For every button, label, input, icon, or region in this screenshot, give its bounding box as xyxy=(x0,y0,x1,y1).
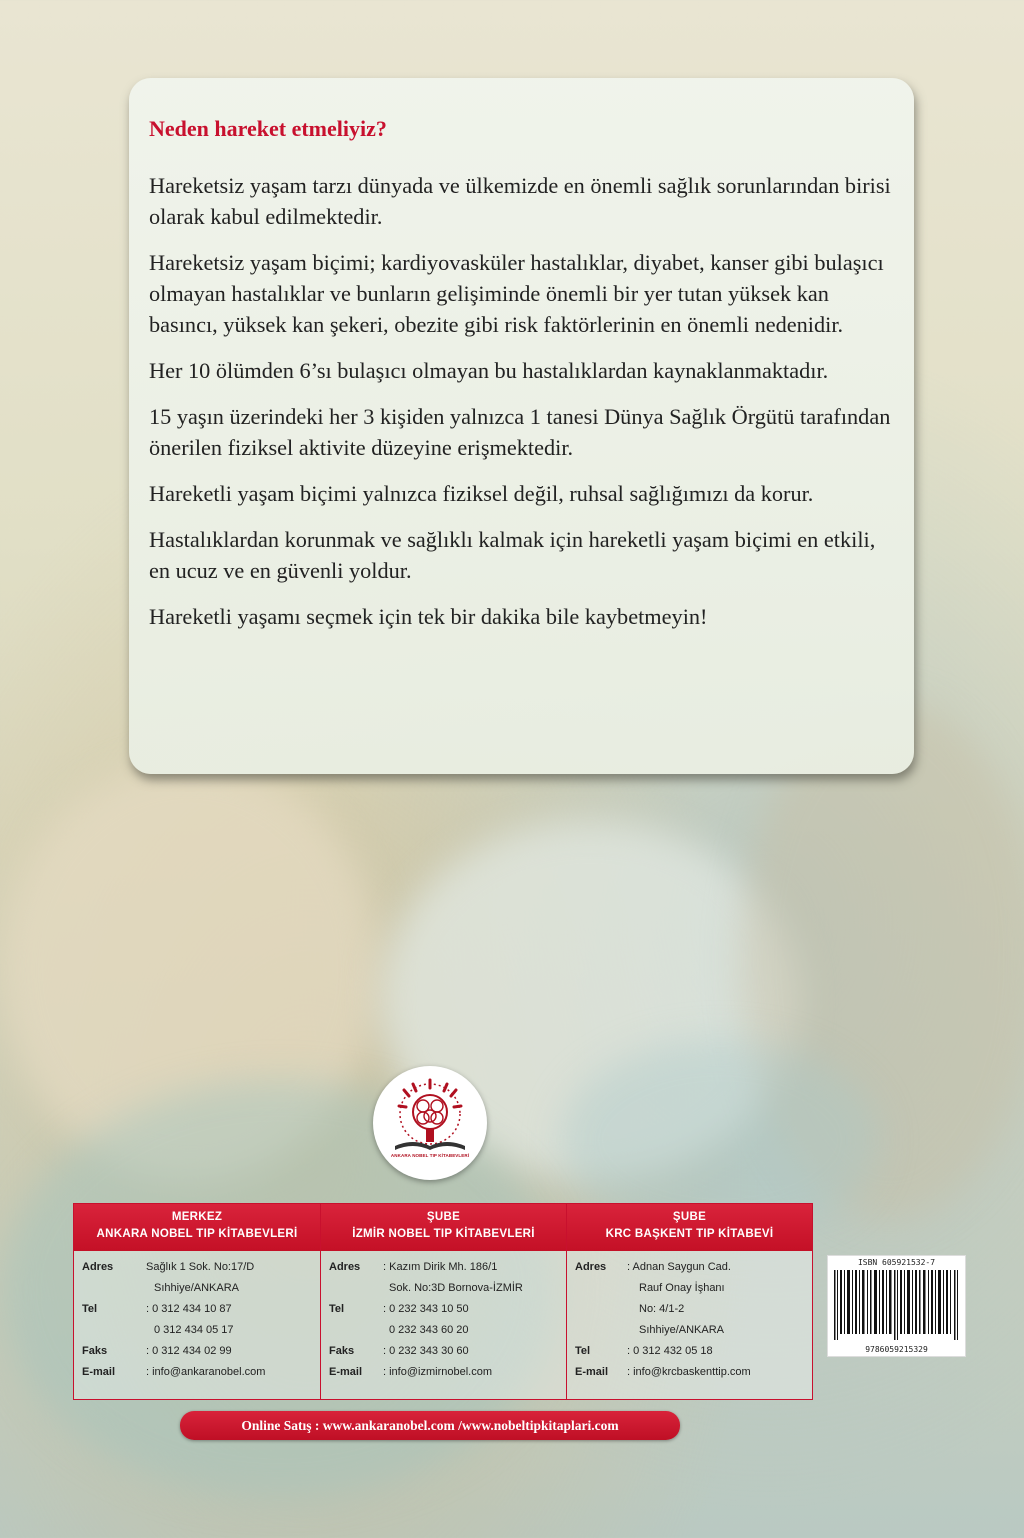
branch-header xyxy=(567,1204,812,1251)
tel-label: Tel xyxy=(575,1345,591,1357)
tel-label: Tel xyxy=(82,1303,98,1315)
tree-book-logo-icon xyxy=(373,1066,487,1180)
branch-header xyxy=(321,1204,566,1251)
fax-label: Faks xyxy=(329,1345,355,1357)
address-line: Sıhhiye/ANKARA xyxy=(639,1324,724,1336)
email-value: : info@ankaranobel.com xyxy=(146,1366,266,1378)
address-label: Adres xyxy=(329,1261,361,1273)
paragraph: Hareketli yaşamı seçmek için tek bir dakika bile kaybetmeyin! xyxy=(149,604,708,629)
address-line: Sıhhiye/ANKARA xyxy=(154,1282,239,1294)
tel-label: Tel xyxy=(329,1303,345,1315)
address-line: : Kazım Dirik Mh. 186/1 xyxy=(383,1261,498,1273)
address-line: Rauf Onay İşhanı xyxy=(639,1282,725,1294)
address-label: Adres xyxy=(575,1261,607,1273)
tel-value: : 0 312 434 10 87 xyxy=(146,1303,232,1315)
branch-column xyxy=(320,1204,566,1399)
email-value: : info@izmirnobel.com xyxy=(383,1366,492,1378)
tel-value: 0 232 343 60 20 xyxy=(389,1324,469,1336)
address-line: Sok. No:3D Bornova-İZMİR xyxy=(389,1282,523,1294)
paragraph: Hareketsiz yaşam tarzı dünyada ve ülkemizde en önemli sağlık sorunlarından birisi olarak kabul edilmektedir. xyxy=(149,173,891,229)
page-heading: Neden hareket etmeliyiz? xyxy=(149,116,387,141)
branch-address-table xyxy=(74,1204,812,1399)
branch-name: KRC BAŞKENT TIP KİTABEVİ xyxy=(605,1228,774,1240)
branch-column xyxy=(566,1204,812,1399)
address-label: Adres xyxy=(82,1261,114,1273)
branch-header xyxy=(74,1204,320,1251)
isbn-label: ISBN 605921532-7 xyxy=(857,1258,936,1267)
fax-label: Faks xyxy=(82,1345,108,1357)
logo-text: ANKARA NOBEL TIP KİTABEVLERİ xyxy=(390,1153,470,1158)
branch-name: ANKARA NOBEL TIP KİTABEVLERİ xyxy=(96,1228,298,1240)
email-value: : info@krcbaskenttip.com xyxy=(627,1366,751,1378)
branch-name: İZMİR NOBEL TIP KİTABEVLERİ xyxy=(352,1228,535,1240)
paragraph: 15 yaşın üzerindeki her 3 kişiden yalnızca 1 tanesi Dünya Sağlık Örgütü tarafından önerilen fiziksel aktivite düzeyine erişmektedir. xyxy=(149,404,891,460)
branch-type: ŞUBE xyxy=(672,1211,707,1223)
info-text-box xyxy=(129,78,914,774)
barcode-icon xyxy=(834,1270,959,1340)
paragraph: Her 10 ölümden 6’sı bulaşıcı olmayan bu hastalıklardan kaynaklanmaktadır. xyxy=(149,358,829,383)
address-line: No: 4/1-2 xyxy=(639,1303,685,1315)
branch-column xyxy=(74,1204,320,1399)
fax-value: : 0 312 434 02 99 xyxy=(146,1345,232,1357)
paragraph: Hastalıklardan korunmak ve sağlıklı kalmak için hareketli yaşam biçimi en etkili, en ucuz ve en güvenli yoldur. xyxy=(149,527,876,583)
email-label: E-mail xyxy=(575,1366,609,1378)
tel-value: 0 312 434 05 17 xyxy=(154,1324,234,1336)
barcode-number: 9786059215329 xyxy=(865,1345,928,1354)
address-line: : Adnan Saygun Cad. xyxy=(627,1261,731,1273)
isbn-barcode xyxy=(828,1256,965,1356)
paragraph: Hareketsiz yaşam biçimi; kardiyovasküler hastalıklar, diyabet, kanser gibi bulaşıcı olmayan hastalıklar ve bunların gelişiminde önemli bir yer tutan yüksek kan basıncı, yüksek kan şekeri, obezite gibi risk faktörlerinin en önemli nedenidir. xyxy=(149,250,884,337)
tel-value: : 0 312 432 05 18 xyxy=(627,1345,713,1357)
branch-type: ŞUBE xyxy=(426,1211,461,1223)
fax-value: : 0 232 343 30 60 xyxy=(383,1345,469,1357)
tel-value: : 0 232 343 10 50 xyxy=(383,1303,469,1315)
address-line: Sağlık 1 Sok. No:17/D xyxy=(146,1261,255,1273)
email-label: E-mail xyxy=(82,1366,116,1378)
online-sales-banner: Online Satış : www.ankaranobel.com /www.nobeltipkitaplari.com xyxy=(180,1411,680,1440)
publisher-logo xyxy=(373,1066,487,1180)
branch-type: MERKEZ xyxy=(171,1211,223,1223)
email-label: E-mail xyxy=(329,1366,363,1378)
paragraph: Hareketli yaşam biçimi yalnızca fiziksel değil, ruhsal sağlığımızı da korur. xyxy=(149,481,814,506)
